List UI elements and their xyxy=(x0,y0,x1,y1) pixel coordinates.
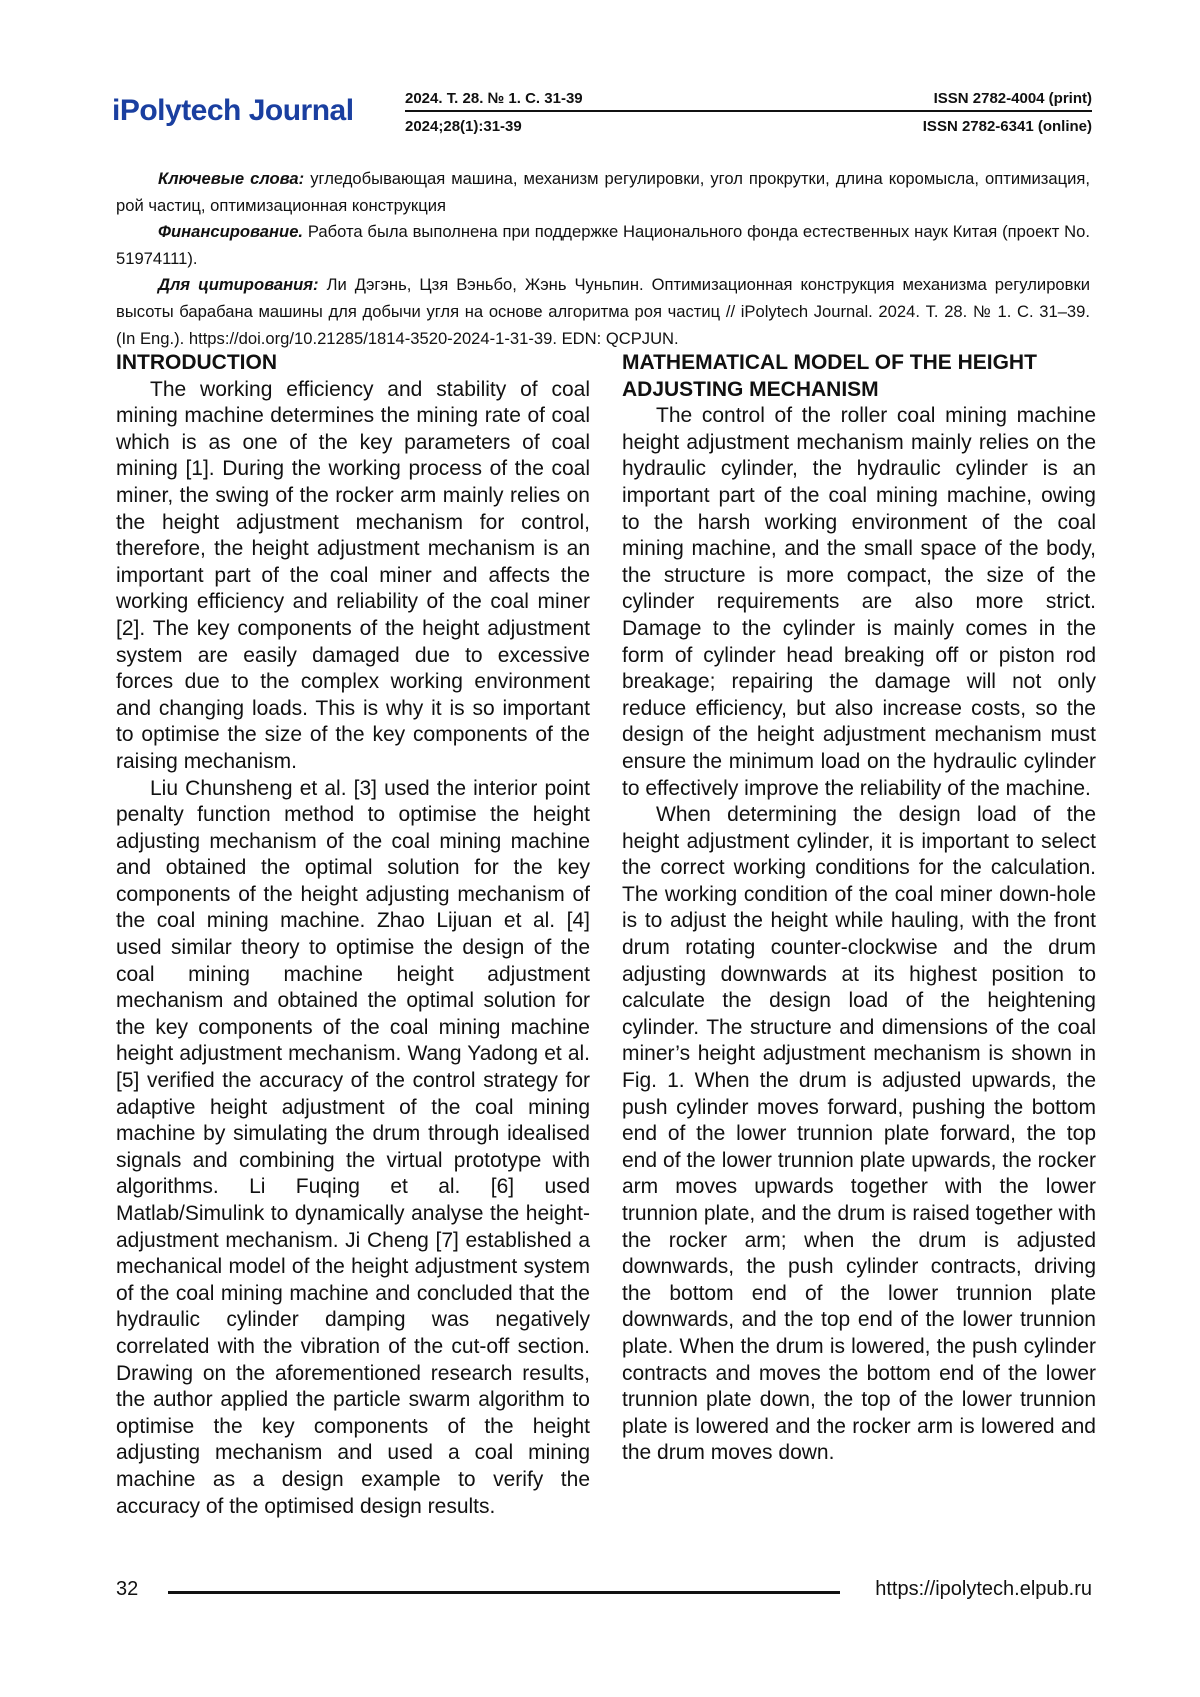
footer-rule xyxy=(168,1591,840,1594)
model-paragraph-1: The control of the roller coal mining machine height adjustment mechanism mainly relies on the hydraulic cylinder, the hydraulic cylinder is an important part of the coal mining machine, owing to the harsh working environment of the coal mining machine, and the small space of the body, the structure is more compact, the size of the cylinder requirements are also more strict. Damage to the cylinder is mainly comes in the form of cylinder head breaking off or piston rod breakage; repairing the damage will not only reduce efficiency, but also increase costs, so the design of the height adjustment mechanism must ensure the minimum load on the hydraulic cylinder to effectively improve the reliability of the machine. xyxy=(622,404,1096,800)
page-number: 32 xyxy=(116,1578,139,1600)
introduction-paragraph-2: Liu Chunsheng et al. [3] used the interior point penalty function method to optimise the height adjusting mechanism of the coal mining machine and obtained the optimal solution for the key components of the height adjusting mechanism of the coal mining machine. Zhao Lijuan et al. [4] used similar theory to optimise the design of the coal mining machine height adjustment mechanism and obtained the optimal solution for the key components of the coal mining machine height adjustment mechanism. Wang Yadong et al. [5] verified the accuracy of the control strategy for adaptive height adjustment of the coal mining machine by simulating the drum through idealised signals and combining the virtual prototype with algorithms. Li Fuqing et al. [6] used Matlab/Simulink to dynamically analyse the height-adjustment mechanism. Ji Cheng [7] established a mechanical model of the height adjustment system of the coal mining machine and concluded that the hydraulic cylinder damping was negatively correlated with the vibration of the cut-off section. Drawing on the aforementioned research results, the author applied the particle swarm algorithm to optimise the key components of the height adjusting mechanism and used a coal mining machine as a design example to verify the accuracy of the optimised design results. xyxy=(116,776,590,1518)
introduction-heading: INTRODUCTION xyxy=(116,351,277,374)
citation-ru: 2024. Т. 28. № 1. С. 31-39 xyxy=(405,90,583,107)
citation-en: 2024;28(1):31-39 xyxy=(405,118,522,135)
model-paragraph-2: When determining the design load of the height adjustment cylinder, it is important to select the correct working conditions for the calculation. The working condition of the coal miner down-hole is to adjust the height while hauling, with the front drum rotating counter-clockwise and the drum adjusting downwards at its highest position to calculate the design load of the heightening cylinder. The structure and dimensions of the coal miner’s height adjustment mechanism is shown in Fig. 1. When the drum is adjusted upwards, the push cylinder moves forward, pushing the bottom end of the lower trunnion plate forward, the top end of the lower trunnion plate upwards, the rocker arm moves upwards together with the lower trunnion plate, and the drum is raised together with the rocker arm; when the drum is adjusted downwards, the push cylinder contracts, driving the bottom end of the lower trunnion plate downwards, and the top end of the lower trunnion plate. When the drum is lowered, the push cylinder contracts and moves the bottom end of the lower trunnion plate down, the top of the lower trunnion plate is lowered and the rocker arm is lowered and the drum moves down. xyxy=(622,803,1096,1465)
metadata-block xyxy=(116,166,1090,352)
journal-logo: iPolytech Journal xyxy=(112,94,354,127)
citation xyxy=(116,272,1090,352)
keywords-label: Ключевые слова: xyxy=(158,169,305,188)
funding-text: Работа была выполнена при поддержке Национального фонда естественных наук Китая (проект No. 51974111). xyxy=(116,222,1090,268)
funding xyxy=(116,219,1090,272)
issn-print: ISSN 2782-4004 (print) xyxy=(933,90,1092,107)
header-rule xyxy=(405,110,1092,112)
footer-url[interactable]: https://ipolytech.elpub.ru xyxy=(875,1578,1092,1600)
citation-label: Для цитирования: xyxy=(158,275,319,295)
funding-label: Финансирование. xyxy=(158,222,304,242)
keywords-text: угледобывающая машина, механизм регулировки, угол прокрутки, длина коромысла, оптимизация, рой частиц, оптимизационная конструкция xyxy=(116,169,1091,215)
left-column xyxy=(116,350,590,1520)
introduction-paragraph-1: The working efficiency and stability of coal mining machine determines the mining rate of coal which is as one of the key parameters of coal mining [1]. During the working process of the coal miner, the swing of the rocker arm mainly relies on the height adjustment mechanism for control, therefore, the height adjustment mechanism is an important part of the coal miner and affects the working efficiency and reliability of the coal miner [2]. The key components of the height adjustment system are easily damaged due to excessive forces due to the complex working environment and changing loads. This is why it is so important to optimise the size of the key components of the raising mechanism. xyxy=(116,377,590,773)
right-column xyxy=(622,350,1096,1467)
citation-text: Ли Дэгэнь, Цзя Вэньбо, Жэнь Чуньпин. Оптимизационная конструкция механизма регулировки высоты барабана машины для добычи угля на основе алгоритма роя частиц // iPolytech Journal. 2024. Т. 28. № 1. С. 31–39. (In Eng.). https://doi.org/10.21285/1814-3520-2024-1-31-39. EDN: QCPJUN. xyxy=(116,275,1090,348)
issn-online: ISSN 2782-6341 (online) xyxy=(922,118,1092,135)
keywords xyxy=(116,166,1090,219)
model-heading: MATHEMATICAL MODEL OF THE HEIGHT ADJUSTING MECHANISM xyxy=(622,351,1037,401)
